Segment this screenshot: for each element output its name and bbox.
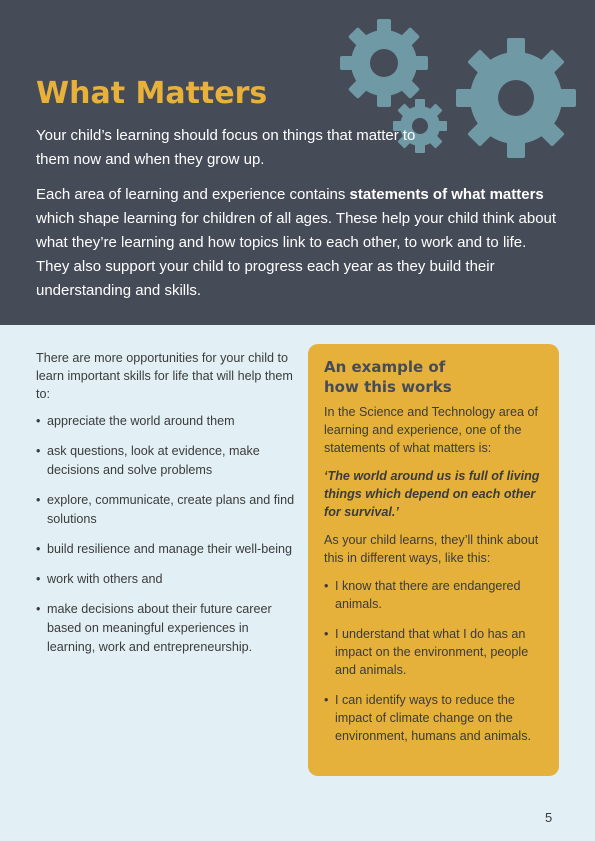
example-title xyxy=(324,357,543,397)
page-number: 5 xyxy=(545,810,553,825)
intro-paragraph xyxy=(36,183,561,303)
example-title-line1: An example of xyxy=(324,358,446,376)
list-item: • work with others and xyxy=(36,570,296,589)
example-text-2: As your child learns, they’ll think about this in different ways, like this: xyxy=(324,533,539,565)
gear-left-icon xyxy=(330,8,446,125)
intro-text: Your child’s learning should focus on things that matter to them now and when they grow up. xyxy=(36,127,416,168)
skills-column xyxy=(36,349,296,668)
list-item: • I can identify ways to reduce the impact of climate change on the environment, humans and animals. xyxy=(324,691,543,745)
gear-big-icon xyxy=(456,38,576,158)
header-banner xyxy=(0,0,595,325)
example-list xyxy=(324,577,543,745)
list-item: • ask questions, look at evidence, make decisions and solve problems xyxy=(36,442,296,480)
list-item: • build resilience and manage their well-being xyxy=(36,540,296,559)
skills-list xyxy=(36,412,296,657)
skills-intro: There are more opportunities for your child to learn important skills for life that will help them to: xyxy=(36,351,293,401)
list-item: • I understand that what I do has an impact on the environment, people and animals. xyxy=(324,625,543,679)
example-text: In the Science and Technology area of learning and experience, one of the statements of what matters is: xyxy=(324,405,539,455)
example-quote: ‘The world around us is full of living things which depend on each other for survival.’ xyxy=(324,469,540,519)
example-box xyxy=(308,344,559,776)
list-item: • appreciate the world around them xyxy=(36,412,296,431)
page-title: What Matters xyxy=(36,76,268,111)
para-bold-phrase: statements of what matters xyxy=(349,186,544,203)
list-item: • I know that there are endangered animals. xyxy=(324,577,543,613)
para-text-start: Each area of learning and experience contains xyxy=(36,186,350,203)
list-item: • explore, communicate, create plans and find solutions xyxy=(36,491,296,529)
example-title-line2: how this works xyxy=(324,378,452,396)
para-text-end: which shape learning for children of all ages. These help your child think about what they’re learning and how topics link to each other, to work and to life. They also support your child to progress each year as they build their understanding and skills. xyxy=(36,210,557,299)
list-item: • make decisions about their future career based on meaningful experiences in learning, work and entrepreneurship. xyxy=(36,600,296,657)
